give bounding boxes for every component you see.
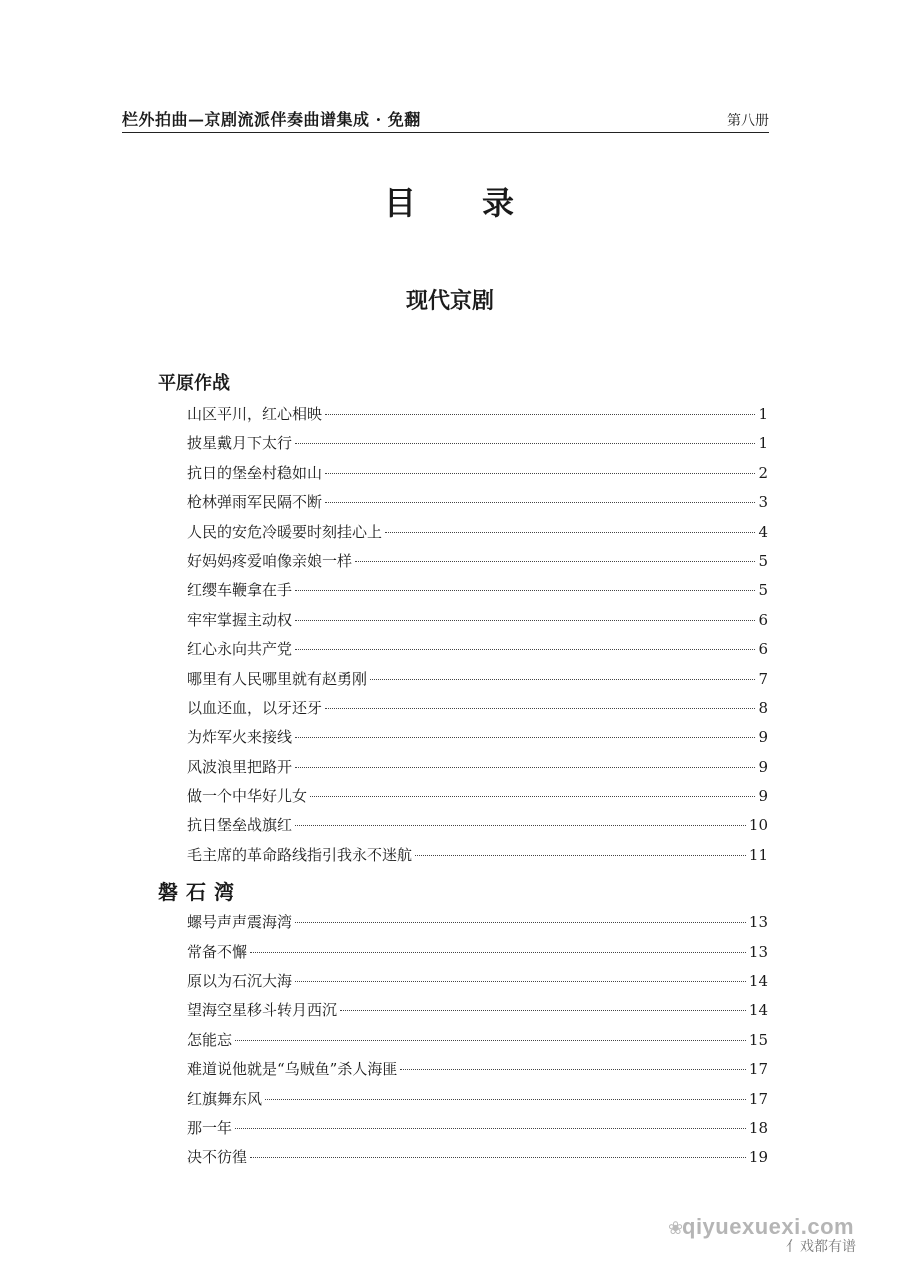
entry-page-number: 19: [748, 1148, 768, 1167]
entry-title: 难道说他就是“乌贼鱼”杀人海匪: [187, 1060, 398, 1079]
section-heading: 磐石湾: [158, 880, 242, 905]
entry-page-number: 10: [748, 816, 768, 835]
entry-title: 山区平川，红心相映: [187, 405, 323, 423]
dot-leader: [310, 796, 755, 797]
book-title: 栏外拍曲—京剧流派伴奏曲谱集成 · 免翻: [122, 110, 421, 129]
dot-leader: [235, 1128, 746, 1129]
toc-entry: [187, 908, 768, 937]
entry-page-number: 5: [758, 551, 768, 570]
entry-page-number: 2: [758, 463, 768, 482]
entry-page-number: 9: [758, 787, 768, 806]
toc-entry: [187, 547, 768, 576]
entry-page-number: 7: [758, 669, 768, 688]
toc-entry: [187, 996, 768, 1025]
toc-entry: [187, 429, 768, 458]
entry-title: 红旗舞东风: [187, 1089, 263, 1108]
entry-title: 抗日的堡垒村稳如山: [187, 463, 323, 482]
entry-page-number: 1: [758, 405, 768, 423]
toc-entry: [187, 938, 768, 967]
entry-title: 原以为石沉大海: [187, 972, 293, 991]
entry-page-number: 11: [748, 845, 768, 864]
dot-leader: [340, 1010, 746, 1011]
page-title: [0, 178, 900, 224]
entry-page-number: 13: [748, 942, 768, 961]
entry-page-number: 17: [748, 1089, 768, 1108]
dot-leader: [295, 922, 746, 923]
entry-page-number: 3: [758, 493, 768, 512]
dot-leader: [400, 1069, 746, 1070]
entry-title: 抗日堡垒战旗红: [187, 816, 293, 835]
entry-title: 怎能忘: [187, 1030, 233, 1049]
toc-entry: [187, 1114, 768, 1143]
toc-entry: [187, 1085, 768, 1114]
toc-entry: [187, 635, 768, 664]
entry-page-number: 1: [758, 434, 768, 453]
dot-leader: [250, 1157, 746, 1158]
dot-leader: [295, 737, 755, 738]
dot-leader: [295, 825, 746, 826]
dot-leader: [295, 443, 755, 444]
toc-entry: [187, 518, 768, 547]
toc-section: [156, 876, 768, 1173]
entry-page-number: 4: [758, 522, 768, 541]
entry-title: 披星戴月下太行: [187, 434, 293, 453]
entry-title: 枪林弹雨军民隔不断: [187, 493, 323, 512]
dot-leader: [295, 767, 755, 768]
section-heading: 平原作战: [158, 373, 230, 394]
entry-page-number: 8: [758, 698, 768, 717]
entry-title: 红缨车鞭拿在手: [187, 581, 293, 600]
watermark-site: qiyuexuexi.com: [682, 1214, 855, 1239]
toc-entry: [187, 1055, 768, 1084]
watermark-logo-icon: ❀: [668, 1218, 684, 1239]
watermark: [668, 1208, 888, 1258]
toc-entry: [187, 488, 768, 517]
entry-title: 风波浪里把路开: [187, 757, 293, 776]
entry-page-number: 9: [758, 728, 768, 747]
dot-leader: [355, 561, 755, 562]
running-head: [122, 104, 769, 133]
entry-title: 螺号声声震海湾: [187, 913, 293, 932]
entry-page-number: 5: [758, 581, 768, 600]
toc-entry: [187, 576, 768, 605]
entry-title: 决不彷徨: [187, 1148, 248, 1167]
toc-entry: [187, 967, 768, 996]
dot-leader: [325, 473, 755, 474]
entry-title: 做一个中华好儿女: [187, 787, 308, 806]
dot-leader: [295, 590, 755, 591]
entry-title: 人民的安危冷暖要时刻挂心上: [187, 522, 383, 541]
dot-leader: [265, 1099, 746, 1100]
toc-entry: [187, 782, 768, 811]
dot-leader: [250, 952, 746, 953]
entry-title: 为炸军火来接线: [187, 728, 293, 747]
entry-title: 以血还血，以牙还牙: [187, 698, 323, 717]
entry-page-number: 13: [748, 913, 768, 932]
watermark-tail: 亻戏都有谱: [786, 1239, 856, 1255]
toc-entry: [187, 400, 768, 429]
dot-leader: [385, 532, 755, 533]
volume-label: 第八册: [727, 113, 769, 129]
table-of-contents: [156, 368, 768, 1173]
toc-entry: [187, 694, 768, 723]
entry-page-number: 6: [758, 610, 768, 629]
page-title-char-2: 录: [482, 184, 517, 222]
toc-entry: [187, 1026, 768, 1055]
dot-leader: [325, 708, 755, 709]
toc-entry: [187, 753, 768, 782]
dot-leader: [370, 679, 755, 680]
entry-title: 哪里有人民哪里就有赵勇刚: [187, 669, 368, 688]
toc-entry: [187, 665, 768, 694]
dot-leader: [325, 502, 755, 503]
toc-entry: [187, 841, 768, 870]
entry-page-number: 9: [758, 757, 768, 776]
dot-leader: [415, 855, 746, 856]
entry-page-number: 14: [748, 1001, 768, 1020]
toc-section: [156, 368, 768, 870]
dot-leader: [325, 414, 755, 415]
entry-page-number: 6: [758, 640, 768, 659]
entry-page-number: 17: [748, 1060, 768, 1079]
toc-entry: [187, 723, 768, 752]
entry-title: 红心永向共产党: [187, 640, 293, 659]
category-title: 现代京剧: [405, 289, 494, 314]
dot-leader: [235, 1040, 746, 1041]
entry-title: 望海空星移斗转月西沉: [187, 1001, 338, 1020]
toc-entry: [187, 606, 768, 635]
toc-entry: [187, 1143, 768, 1172]
toc-entry: [187, 811, 768, 840]
entry-page-number: 15: [748, 1030, 768, 1049]
toc-entry: [187, 459, 768, 488]
entry-title: 毛主席的革命路线指引我永不迷航: [187, 845, 413, 864]
entry-page-number: 18: [748, 1118, 768, 1137]
dot-leader: [295, 649, 755, 650]
entry-title: 常备不懈: [187, 942, 248, 961]
entry-title: 好妈妈疼爱咱像亲娘一样: [187, 551, 353, 570]
page-title-char-1: 目: [383, 184, 418, 222]
entry-title: 那一年: [187, 1118, 233, 1137]
dot-leader: [295, 620, 755, 621]
entry-title: 牢牢掌握主动权: [187, 610, 293, 629]
entry-page-number: 14: [748, 972, 768, 991]
dot-leader: [295, 981, 746, 982]
